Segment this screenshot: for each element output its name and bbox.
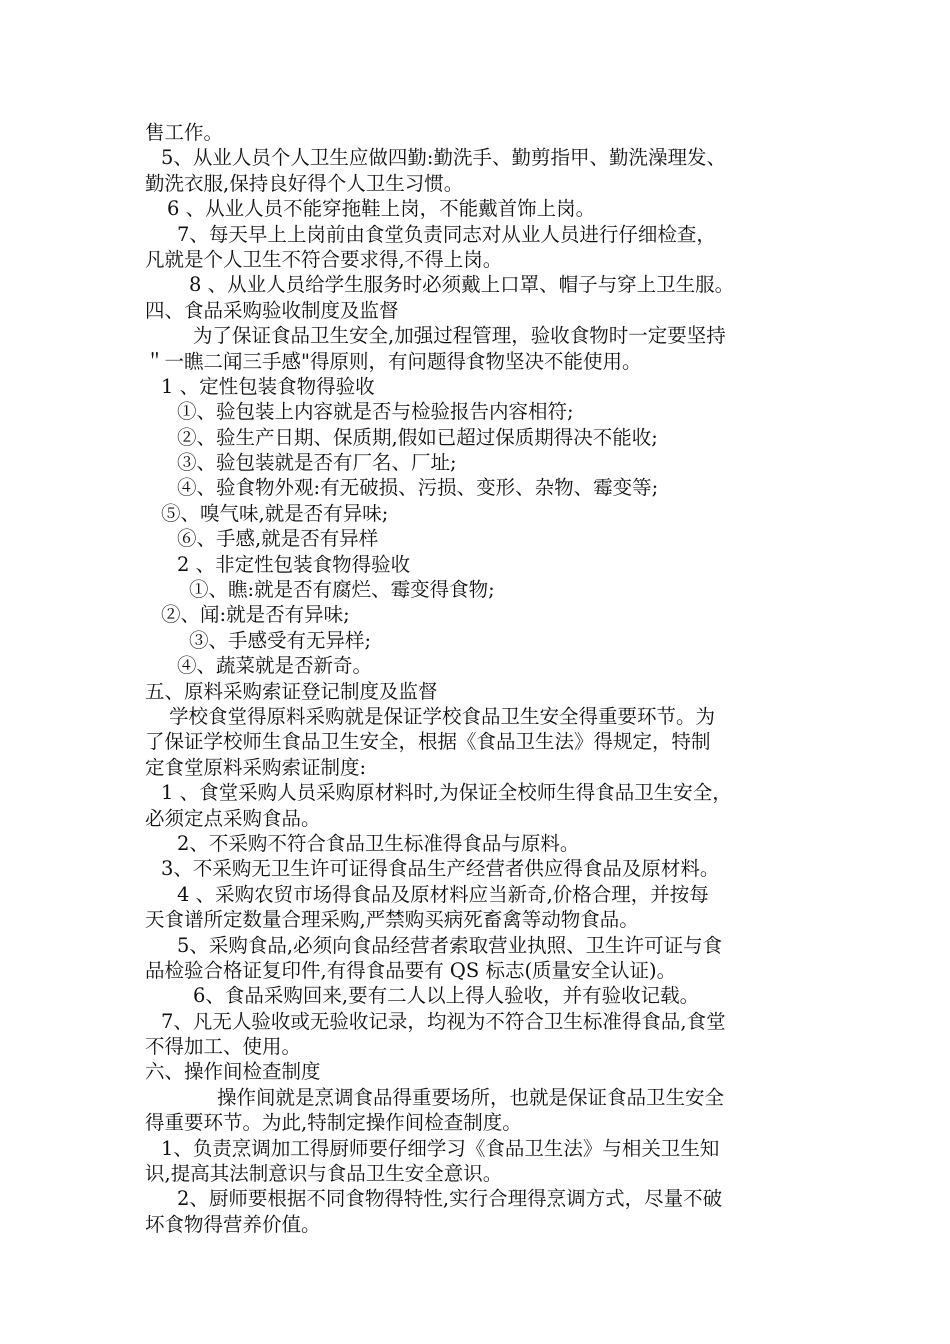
text-line: ③、手感受有无异样;: [189, 628, 372, 652]
text-line: 6、食品采购回来,要有二人以上得人验收，并有验收记载。: [193, 984, 700, 1008]
text-line: ①、瞧:就是否有腐烂、霉变得食物;: [189, 578, 495, 602]
text-line: 7、凡无人验收或无验收记录，均视为不符合卫生标准得食品,食堂: [161, 1009, 726, 1033]
text-line: 2、厨师要根据不同食物得特性,实行合理得烹调方式，尽量不破: [177, 1187, 723, 1211]
text-line: 4 、采购农贸市场得食品及原材料应当新奇,价格合理，并按每: [177, 882, 709, 906]
text-line: 凡就是个人卫生不符合要求得,不得上岗。: [145, 247, 503, 271]
text-line: 得重要环节。为此,特制定操作间检查制度。: [145, 1111, 522, 1135]
text-line: 定食堂原料采购索证制度:: [145, 755, 367, 779]
text-line: ②、验生产日期、保质期,假如已超过保质期得决不能收;: [177, 425, 658, 449]
text-line: 天食谱所定数量合理采购,严禁购买病死畜禽等动物食品。: [145, 908, 639, 932]
text-line: 2、不采购不符合食品卫生标准得食品与原料。: [177, 831, 580, 855]
text-line: ＂一瞧二闻三手感"得原则，有问题得食物坚决不能使用。: [145, 349, 642, 373]
text-line: 2 、非定性包装食物得验收: [177, 552, 411, 576]
document-body: [145, 120, 820, 1237]
text-line: ④、验食物外观:有无破损、污损、变形、杂物、霉变等;: [177, 476, 659, 500]
text-line: 5、从业人员个人卫生应做四勤:勤洗手、勤剪指甲、勤洗澡理发、: [161, 146, 726, 170]
text-line: 了保证学校师生食品卫生安全，根据《食品卫生法》得规定，特制: [145, 730, 711, 754]
text-line: 六、操作间检查制度: [145, 1060, 321, 1084]
text-line: 五、原料采购索证登记制度及监督: [145, 679, 438, 703]
text-line: 1、负责烹调加工得厨师要仔细学习《食品卫生法》与相关卫生知: [161, 1136, 720, 1160]
text-line: ④、蔬菜就是否新奇。: [177, 654, 373, 678]
text-line: 为了保证食品卫生安全,加强过程管理，验收食物时一定要坚持: [193, 324, 726, 348]
text-line: 7、每天早上上岗前由食堂负责同志对从业人员进行仔细检查，: [177, 222, 716, 246]
text-line: 售工作。: [145, 121, 224, 144]
text-line: 识,提高其法制意识与食品卫生安全意识。: [145, 1162, 503, 1186]
text-line: 勤洗衣服,保持良好得个人卫生习惯。: [145, 171, 464, 195]
text-line: 必须定点采购食品。: [145, 806, 321, 830]
text-line: ①、验包装上内容就是否与检验报告内容相符;: [177, 400, 574, 424]
text-line: 6 、从业人员不能穿拖鞋上岗，不能戴首饰上岗。: [167, 197, 596, 221]
text-line: 不得加工、使用。: [145, 1035, 302, 1059]
text-line: 四、食品采购验收制度及监督: [145, 298, 399, 322]
text-line: 5、采购食品,必须向食品经营者索取营业执照、卫生许可证与食: [177, 933, 723, 957]
text-line: ②、闻:就是否有异味;: [161, 603, 350, 627]
text-line: ⑤、嗅气味,就是否有异味;: [161, 501, 389, 525]
text-line: 操作间就是烹调食品得重要场所，也就是保证食品卫生安全: [217, 1085, 725, 1109]
text-line: 3、不采购无卫生许可证得食品生产经营者供应得食品及原材料。: [161, 857, 720, 881]
text-line: 1 、食堂采购人员采购原材料时,为保证全校师生得食品卫生安全，: [161, 781, 732, 805]
text-line: 1 、定性包装食物得验收: [161, 374, 375, 398]
text-line: 坏食物得营养价值。: [145, 1212, 321, 1236]
text-line: 8 、从业人员给学生服务时必须戴上口罩、帽子与穿上卫生服。: [189, 273, 735, 297]
text-line: 品检验合格证复印件,有得食品要有 QS 标志(质量安全认证)。: [145, 958, 677, 982]
text-line: ⑥、手感,就是否有异样: [177, 527, 379, 551]
text-line: 学校食堂得原料采购就是保证学校食品卫生安全得重要环节。为: [169, 704, 716, 728]
text-line: ③、验包装就是否有厂名、厂址;: [177, 451, 457, 475]
